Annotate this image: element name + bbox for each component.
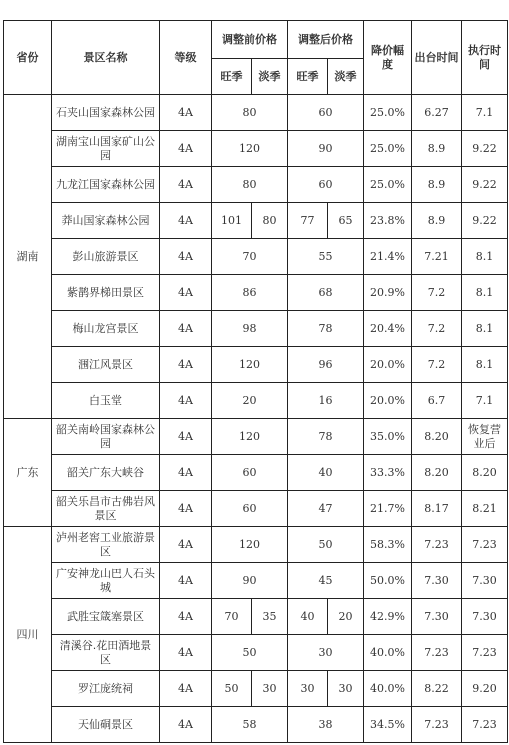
drop-cell: 20.0% <box>364 347 412 383</box>
release-date-cell: 8.20 <box>412 455 462 491</box>
province-cell: 湖南 <box>4 95 52 419</box>
price-after-cell: 55 <box>288 239 364 275</box>
price-before-cell: 120 <box>212 347 288 383</box>
release-date-cell: 7.2 <box>412 347 462 383</box>
exec-date-cell: 9.22 <box>462 167 508 203</box>
drop-cell: 25.0% <box>364 167 412 203</box>
price-after-peak-cell: 30 <box>288 671 328 707</box>
price-before-peak-cell: 50 <box>212 671 252 707</box>
table-row <box>4 671 508 707</box>
price-before-off-cell: 80 <box>252 203 288 239</box>
level-cell: 4A <box>160 527 212 563</box>
release-date-cell: 6.27 <box>412 95 462 131</box>
table-row <box>4 491 508 527</box>
level-cell: 4A <box>160 347 212 383</box>
level-cell: 4A <box>160 455 212 491</box>
level-cell: 4A <box>160 707 212 743</box>
header-drop: 降价幅度 <box>364 21 412 95</box>
price-adjustment-table <box>3 20 508 743</box>
release-date-cell: 7.23 <box>412 527 462 563</box>
table-row <box>4 131 508 167</box>
table-row <box>4 383 508 419</box>
price-before-cell: 120 <box>212 131 288 167</box>
drop-cell: 42.9% <box>364 599 412 635</box>
level-cell: 4A <box>160 311 212 347</box>
drop-cell: 40.0% <box>364 671 412 707</box>
drop-cell: 35.0% <box>364 419 412 455</box>
header-before-peak: 旺季 <box>212 59 252 95</box>
price-after-cell: 60 <box>288 167 364 203</box>
level-cell: 4A <box>160 599 212 635</box>
header-after-peak: 旺季 <box>288 59 328 95</box>
drop-cell: 25.0% <box>364 131 412 167</box>
price-after-cell: 78 <box>288 311 364 347</box>
price-after-off-cell: 30 <box>328 671 364 707</box>
drop-cell: 40.0% <box>364 635 412 671</box>
release-date-cell: 8.17 <box>412 491 462 527</box>
price-before-peak-cell: 101 <box>212 203 252 239</box>
scenic-name-cell: 莽山国家森林公园 <box>52 203 160 239</box>
price-after-cell: 90 <box>288 131 364 167</box>
release-date-cell: 7.2 <box>412 275 462 311</box>
price-after-peak-cell: 77 <box>288 203 328 239</box>
exec-date-cell: 8.1 <box>462 239 508 275</box>
price-before-cell: 86 <box>212 275 288 311</box>
table-row <box>4 527 508 563</box>
price-after-peak-cell: 40 <box>288 599 328 635</box>
price-after-cell: 50 <box>288 527 364 563</box>
header-release: 出台时间 <box>412 21 462 95</box>
price-after-cell: 45 <box>288 563 364 599</box>
scenic-name-cell: 彭山旅游景区 <box>52 239 160 275</box>
level-cell: 4A <box>160 563 212 599</box>
header-name: 景区名称 <box>52 21 160 95</box>
price-after-cell: 40 <box>288 455 364 491</box>
price-after-off-cell: 20 <box>328 599 364 635</box>
drop-cell: 34.5% <box>364 707 412 743</box>
drop-cell: 58.3% <box>364 527 412 563</box>
price-before-cell: 120 <box>212 419 288 455</box>
scenic-name-cell: 武胜宝箴塞景区 <box>52 599 160 635</box>
header-before: 调整前价格 <box>212 21 288 59</box>
price-before-off-cell: 35 <box>252 599 288 635</box>
scenic-name-cell: 罗江庞统祠 <box>52 671 160 707</box>
exec-date-cell: 9.22 <box>462 131 508 167</box>
release-date-cell: 7.23 <box>412 635 462 671</box>
exec-date-cell: 7.30 <box>462 599 508 635</box>
price-before-cell: 80 <box>212 95 288 131</box>
table-row <box>4 707 508 743</box>
price-before-cell: 60 <box>212 455 288 491</box>
drop-cell: 25.0% <box>364 95 412 131</box>
release-date-cell: 8.20 <box>412 419 462 455</box>
price-after-cell: 30 <box>288 635 364 671</box>
exec-date-cell: 7.30 <box>462 563 508 599</box>
exec-date-cell: 7.23 <box>462 635 508 671</box>
header-exec: 执行时间 <box>462 21 508 95</box>
level-cell: 4A <box>160 491 212 527</box>
drop-cell: 20.0% <box>364 383 412 419</box>
price-after-cell: 78 <box>288 419 364 455</box>
price-after-cell: 60 <box>288 95 364 131</box>
drop-cell: 21.7% <box>364 491 412 527</box>
scenic-name-cell: 韶关南岭国家森林公园 <box>52 419 160 455</box>
exec-date-cell: 7.23 <box>462 527 508 563</box>
table-row <box>4 455 508 491</box>
level-cell: 4A <box>160 383 212 419</box>
table-row <box>4 419 508 455</box>
table-row <box>4 95 508 131</box>
release-date-cell: 7.21 <box>412 239 462 275</box>
scenic-name-cell: 九龙江国家森林公园 <box>52 167 160 203</box>
price-before-cell: 60 <box>212 491 288 527</box>
exec-date-cell: 8.21 <box>462 491 508 527</box>
price-before-cell: 90 <box>212 563 288 599</box>
price-after-cell: 47 <box>288 491 364 527</box>
price-before-off-cell: 30 <box>252 671 288 707</box>
scenic-name-cell: 石夹山国家森林公园 <box>52 95 160 131</box>
level-cell: 4A <box>160 203 212 239</box>
drop-cell: 20.9% <box>364 275 412 311</box>
price-before-cell: 58 <box>212 707 288 743</box>
drop-cell: 50.0% <box>364 563 412 599</box>
header-level: 等级 <box>160 21 212 95</box>
scenic-name-cell: 天仙硐景区 <box>52 707 160 743</box>
level-cell: 4A <box>160 167 212 203</box>
price-before-cell: 80 <box>212 167 288 203</box>
release-date-cell: 7.30 <box>412 599 462 635</box>
scenic-name-cell: 韶关广东大峡谷 <box>52 455 160 491</box>
table-row <box>4 203 508 239</box>
release-date-cell: 7.30 <box>412 563 462 599</box>
level-cell: 4A <box>160 671 212 707</box>
exec-date-cell: 7.23 <box>462 707 508 743</box>
header-after: 调整后价格 <box>288 21 364 59</box>
province-cell: 广东 <box>4 419 52 527</box>
exec-date-cell: 7.1 <box>462 95 508 131</box>
level-cell: 4A <box>160 95 212 131</box>
level-cell: 4A <box>160 131 212 167</box>
exec-date-cell: 8.1 <box>462 275 508 311</box>
exec-date-cell: 8.1 <box>462 347 508 383</box>
release-date-cell: 8.9 <box>412 203 462 239</box>
price-before-peak-cell: 70 <box>212 599 252 635</box>
release-date-cell: 6.7 <box>412 383 462 419</box>
price-table-wrapper <box>3 20 508 743</box>
price-after-cell: 38 <box>288 707 364 743</box>
header-before-off: 淡季 <box>252 59 288 95</box>
scenic-name-cell: 清溪谷.花田酒地景区 <box>52 635 160 671</box>
release-date-cell: 7.23 <box>412 707 462 743</box>
table-row <box>4 311 508 347</box>
price-after-off-cell: 65 <box>328 203 364 239</box>
price-after-cell: 68 <box>288 275 364 311</box>
scenic-name-cell: 泸州老窖工业旅游景区 <box>52 527 160 563</box>
level-cell: 4A <box>160 635 212 671</box>
province-cell: 四川 <box>4 527 52 743</box>
price-before-cell: 98 <box>212 311 288 347</box>
exec-date-cell: 9.20 <box>462 671 508 707</box>
price-after-cell: 16 <box>288 383 364 419</box>
scenic-name-cell: 紫鹊界梯田景区 <box>52 275 160 311</box>
scenic-name-cell: 湖南宝山国家矿山公园 <box>52 131 160 167</box>
scenic-name-cell: 韶关乐昌市古佛岩风景区 <box>52 491 160 527</box>
table-row <box>4 599 508 635</box>
release-date-cell: 7.2 <box>412 311 462 347</box>
table-row <box>4 635 508 671</box>
table-row <box>4 167 508 203</box>
scenic-name-cell: 涠江风景区 <box>52 347 160 383</box>
scenic-name-cell: 梅山龙宫景区 <box>52 311 160 347</box>
price-before-cell: 70 <box>212 239 288 275</box>
price-before-cell: 120 <box>212 527 288 563</box>
level-cell: 4A <box>160 419 212 455</box>
release-date-cell: 8.22 <box>412 671 462 707</box>
drop-cell: 20.4% <box>364 311 412 347</box>
table-row <box>4 347 508 383</box>
table-row <box>4 275 508 311</box>
table-row <box>4 563 508 599</box>
header-province: 省份 <box>4 21 52 95</box>
release-date-cell: 8.9 <box>412 131 462 167</box>
drop-cell: 21.4% <box>364 239 412 275</box>
level-cell: 4A <box>160 275 212 311</box>
header-after-off: 淡季 <box>328 59 364 95</box>
exec-date-cell: 9.22 <box>462 203 508 239</box>
scenic-name-cell: 广安神龙山巴人石头城 <box>52 563 160 599</box>
release-date-cell: 8.9 <box>412 167 462 203</box>
level-cell: 4A <box>160 239 212 275</box>
scenic-name-cell: 白玉堂 <box>52 383 160 419</box>
exec-date-cell: 恢复营业后 <box>462 419 508 455</box>
drop-cell: 23.8% <box>364 203 412 239</box>
exec-date-cell: 8.20 <box>462 455 508 491</box>
exec-date-cell: 7.1 <box>462 383 508 419</box>
exec-date-cell: 8.1 <box>462 311 508 347</box>
table-row <box>4 239 508 275</box>
price-before-cell: 20 <box>212 383 288 419</box>
drop-cell: 33.3% <box>364 455 412 491</box>
price-after-cell: 96 <box>288 347 364 383</box>
price-before-cell: 50 <box>212 635 288 671</box>
